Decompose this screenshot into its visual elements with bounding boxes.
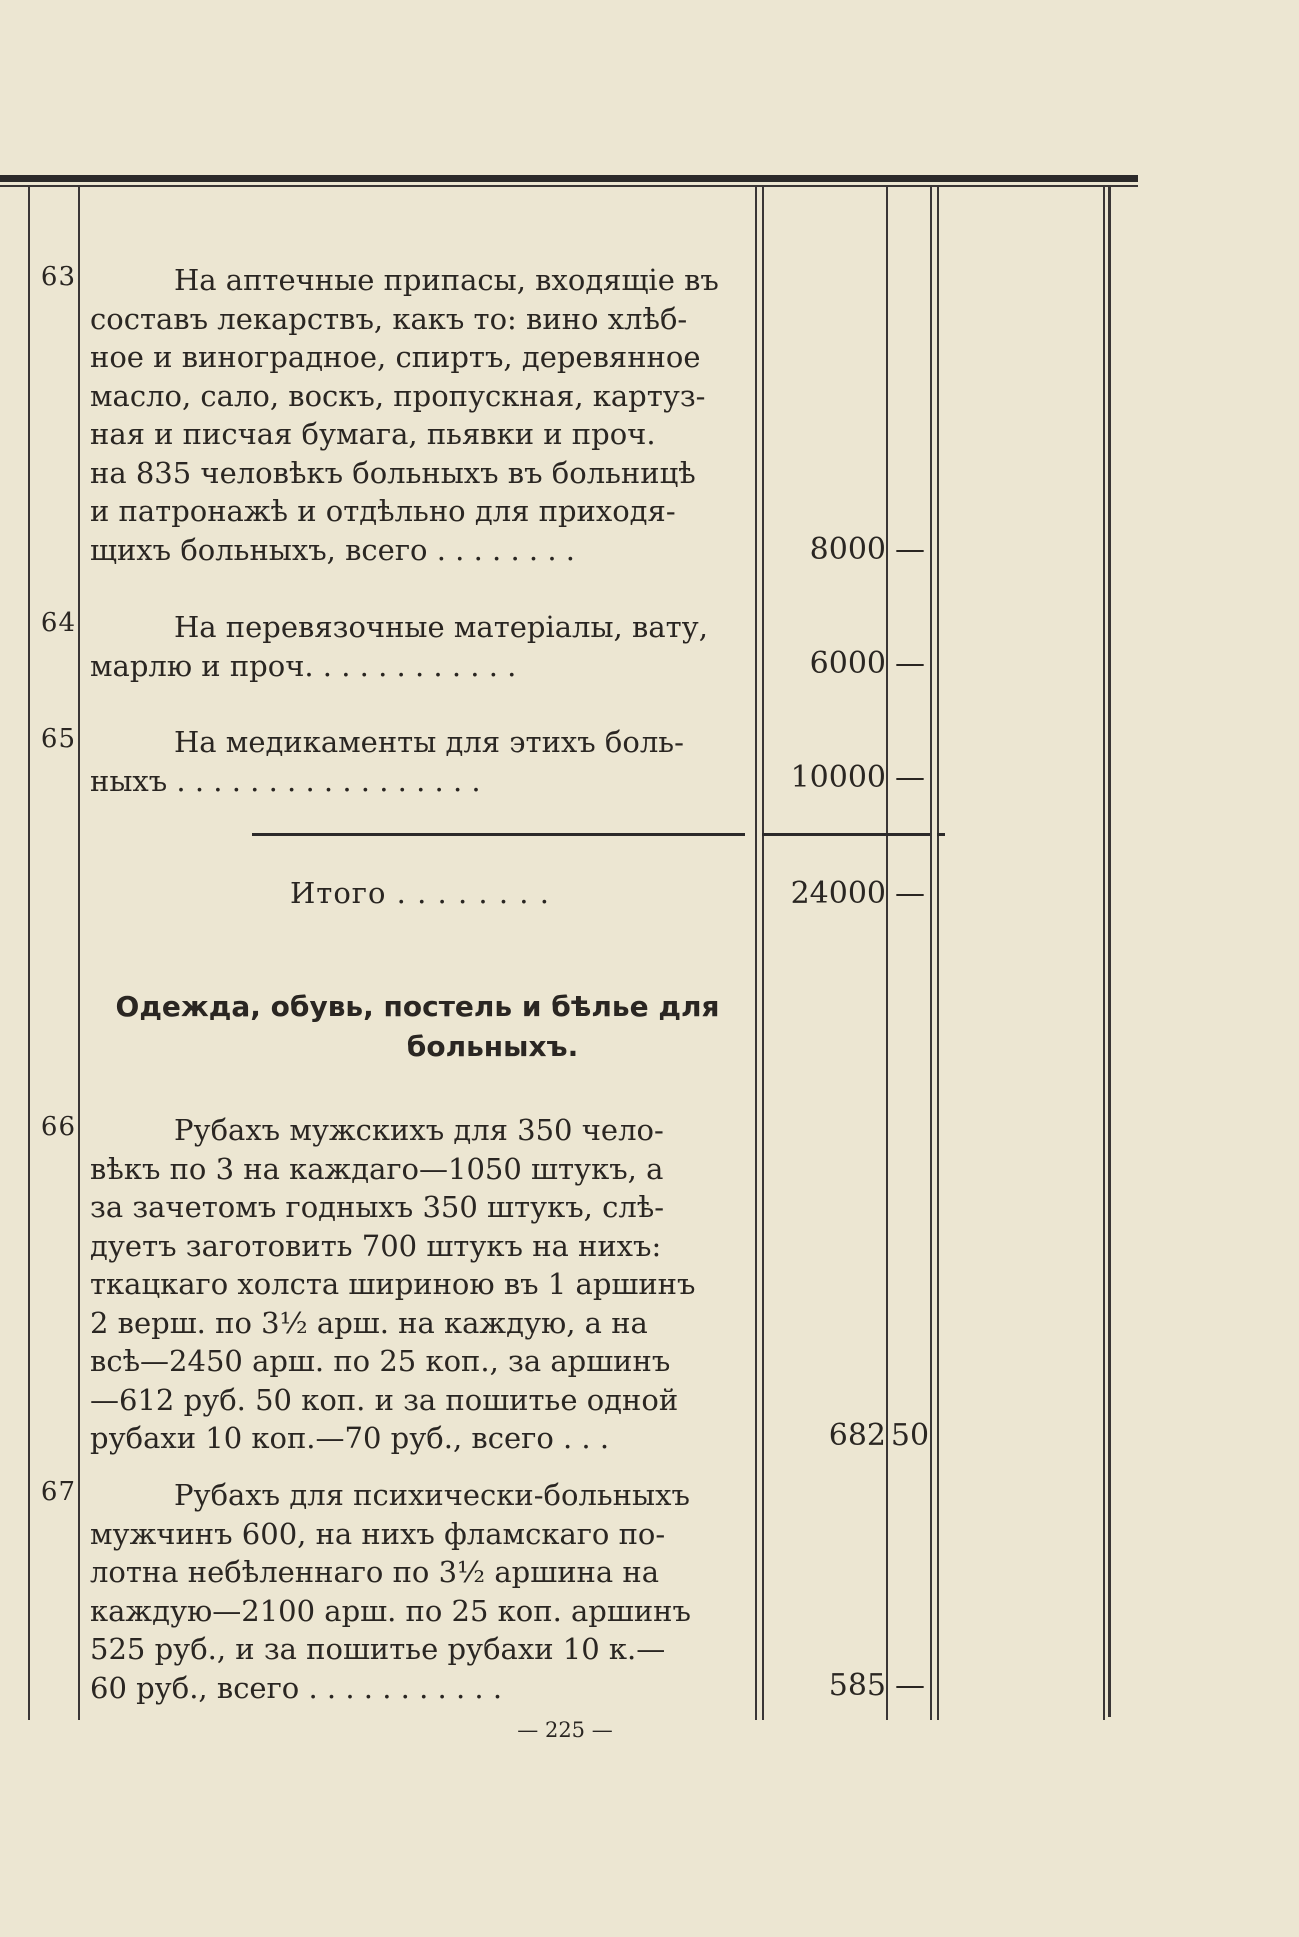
entry-line: 525 руб., и за пошитье рубахи 10 к.— <box>90 1632 666 1666</box>
entry-text <box>90 1111 745 1458</box>
total-rubles: 24000 <box>790 876 886 911</box>
entry-line: за зачетомъ годныхъ 350 штукъ, слѣ- <box>90 1190 665 1224</box>
total-kopecks: — <box>895 876 925 911</box>
page-number: — 225 — <box>517 1718 613 1742</box>
column-line <box>762 187 764 1720</box>
entry-line: каждую—2100 арш. по 25 коп. аршинъ <box>90 1593 691 1628</box>
entry-line: ная и писчая бумага, пьявки и проч. <box>90 417 656 451</box>
entry-text <box>90 608 745 685</box>
entry-line: дуетъ заготовить 700 штукъ на нихъ: <box>90 1228 662 1263</box>
entry-text <box>90 1476 745 1707</box>
entry-line: мужчинъ 600, на нихъ фламскаго по- <box>90 1516 666 1551</box>
amount-kopecks: — <box>895 532 925 567</box>
entry-line: —612 руб. 50 коп. и за пошитье одной <box>90 1382 679 1417</box>
entry-line: Рубахъ для психически-больныхъ <box>174 1478 690 1512</box>
entry-line: всѣ—2450 арш. по 25 коп., за аршинъ <box>90 1344 671 1378</box>
section-heading-line: больныхъ. <box>406 1030 579 1063</box>
entry-text <box>90 261 745 569</box>
column-line <box>755 187 757 1720</box>
entry-line: На перевязочные матеріалы, вату, <box>174 610 708 644</box>
entry-line: масло, сало, воскъ, пропускная, картуз- <box>90 378 706 413</box>
entry-line: Рубахъ мужскихъ для 350 чело- <box>174 1113 664 1147</box>
entry-line: и патронажѣ и отдѣльно для приходя- <box>90 494 676 528</box>
entry-line: марлю и проч. . . . . . . . . . . . <box>90 648 517 683</box>
entry-line: на 835 человѣкъ больныхъ въ больницѣ <box>90 455 696 490</box>
entry-line: На аптечные припасы, входящіе въ <box>174 263 719 297</box>
column-line <box>886 187 888 1720</box>
entry-number: 64 <box>40 608 76 638</box>
column-line <box>1103 187 1105 1720</box>
section-heading-line: Одежда, обувь, постель и бѣлье для <box>115 990 720 1023</box>
entry-line: рубахи 10 коп.—70 руб., всего . . . <box>90 1421 610 1455</box>
entry-number: 67 <box>40 1477 76 1507</box>
entry-line: ныхъ . . . . . . . . . . . . . . . . . <box>90 763 481 798</box>
entry-number: 65 <box>40 724 76 754</box>
column-line <box>1108 187 1111 1717</box>
entry-number: 63 <box>40 262 76 292</box>
column-line <box>937 187 939 1720</box>
column-line <box>78 187 80 1720</box>
entry-line: ное и виноградное, спиртъ, деревянное <box>90 340 701 374</box>
amount-rubles: 8000 <box>809 532 886 567</box>
entry-line: вѣкъ по 3 на каждаго—1050 штукъ, а <box>90 1151 664 1186</box>
amount-kopecks: — <box>895 1668 925 1703</box>
entry-text <box>90 723 745 800</box>
top-rule <box>0 175 1138 182</box>
amount-rubles: 10000 <box>790 760 886 795</box>
entry-line: составъ лекарствъ, какъ то: вино хлѣб- <box>90 301 688 336</box>
total-rule <box>762 833 930 836</box>
entry-line: лотна небѣленнаго по 3½ аршина на <box>90 1555 659 1589</box>
amount-rubles: 585 <box>828 1668 886 1703</box>
amount-rubles: 6000 <box>809 646 886 681</box>
amount-kopecks: — <box>895 646 925 681</box>
total-rule <box>252 833 745 836</box>
entry-line: На медикаменты для этихъ боль- <box>174 725 684 759</box>
total-label: Итого . . . . . . . . <box>290 876 550 910</box>
amount-kopecks: — <box>895 760 925 795</box>
entry-line: щихъ больныхъ, всего . . . . . . . . <box>90 532 575 567</box>
entry-line: 60 руб., всего . . . . . . . . . . . <box>90 1670 503 1705</box>
entry-line: 2 верш. по 3½ арш. на каждую, а на <box>90 1305 648 1340</box>
entry-number: 66 <box>40 1112 76 1142</box>
total-rule <box>937 833 945 836</box>
amount-rubles: 682 <box>828 1418 886 1453</box>
section-heading <box>90 987 745 1067</box>
top-rule-thin <box>0 185 1138 187</box>
column-line <box>930 187 932 1720</box>
amount-kopecks: 50 <box>890 1418 930 1453</box>
entry-line: ткацкаго холста шириною въ 1 аршинъ <box>90 1267 696 1301</box>
